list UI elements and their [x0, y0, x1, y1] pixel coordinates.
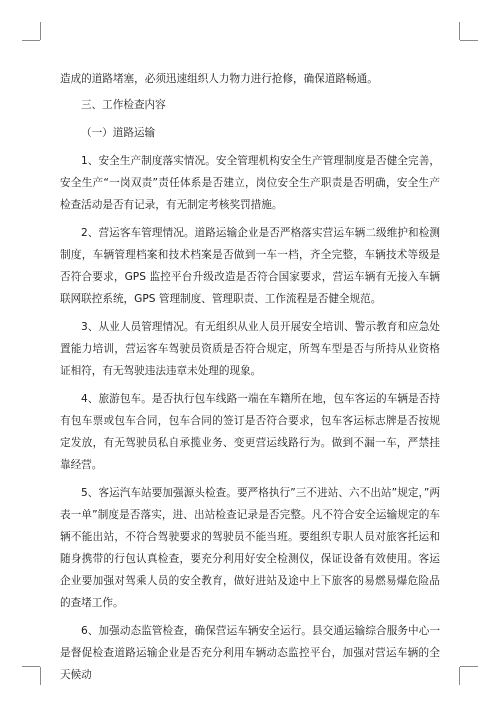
- paragraph-item-6: 6、加强动态监管检查，确保营运车辆安全运行。县交通运输综合服务中心一是督促检查道路运输企业是否充分利用车辆动态监控平台，加强对营运车辆的全天候动: [60, 625, 440, 681]
- subsection-heading: （一）道路运输: [81, 127, 156, 139]
- paragraph-item-1: 1、安全生产制度落实情况。安全管理机构安全生产管理制度是否健全完善，安全生产“一岗双责”责任体系是否建立，岗位安全生产职责是否明确，安全生产检查活动是否有记录，有无制定考核奖罚措施。: [60, 155, 440, 211]
- crop-mark-top-right-v: [459, 22, 460, 40]
- crop-mark-bottom-left-v: [40, 667, 41, 685]
- crop-mark-bottom-left-h: [22, 666, 40, 667]
- crop-mark-top-right-h: [460, 40, 478, 41]
- crop-mark-top-left-h: [22, 40, 40, 41]
- document-body: [60, 68, 440, 692]
- paragraph-item-5: 5、客运汽车站要加强源头检查。要严格执行”三不进站、六不出站”规定，”两表一单”制度是否落实，进、出站检查记录是否完整。凡不符合安全运输规定的车辆不能出站，不符合驾驶要求的驾驶员不能当班。要组织专职人员对旅客托运和随身携带的行包认真检查，要充分利用好安全检测仪，保证设备有效使用。客运企业要加强对驾乘人员的安全教育，做好进站及途中上下旅客的易燃易爆危险品的查堵工作。: [60, 487, 440, 609]
- crop-mark-bottom-right-h: [460, 666, 478, 667]
- paragraph-item-4: 4、旅游包车。是否执行包车线路一端在车籍所在地，包车客运的车辆是否持有包车票或包车合同，包车合同的签订是否符合要求，包车客运标志牌是否按规定发放，有无驾驶员私自承揽业务、变更营运线路行为。做到不漏一车，严禁挂靠经营。: [60, 393, 440, 471]
- section-heading: 三、工作检查内容: [81, 99, 166, 111]
- paragraph-item-2: 2、营运客车管理情况。道路运输企业是否严格落实营运车辆二级维护和检测制度，车辆管理档案和技术档案是否做到一车一档，齐全完整，车辆技术等级是否符合要求，GPS 监控平台升级改造是否符合国家要求，营运车辆有无接入车辆联网联控系统，GPS 管理制度、管理职责、工作流程是否健全规范。: [60, 227, 440, 305]
- paragraph-continuation: 造成的道路堵塞，必须迅速组织人力物力进行抢修，确保道路畅通。: [60, 73, 378, 85]
- crop-mark-bottom-right-v: [459, 667, 460, 685]
- paragraph-item-3: 3、从业人员管理情况。有无组织从业人员开展安全培训、警示教育和应急处置能力培训，营运客车驾驶员资质是否符合规定，所驾车型是否与所持从业资格证相符，有无驾驶违法违章未处理的现象。: [60, 321, 440, 377]
- crop-mark-top-left-v: [40, 22, 41, 40]
